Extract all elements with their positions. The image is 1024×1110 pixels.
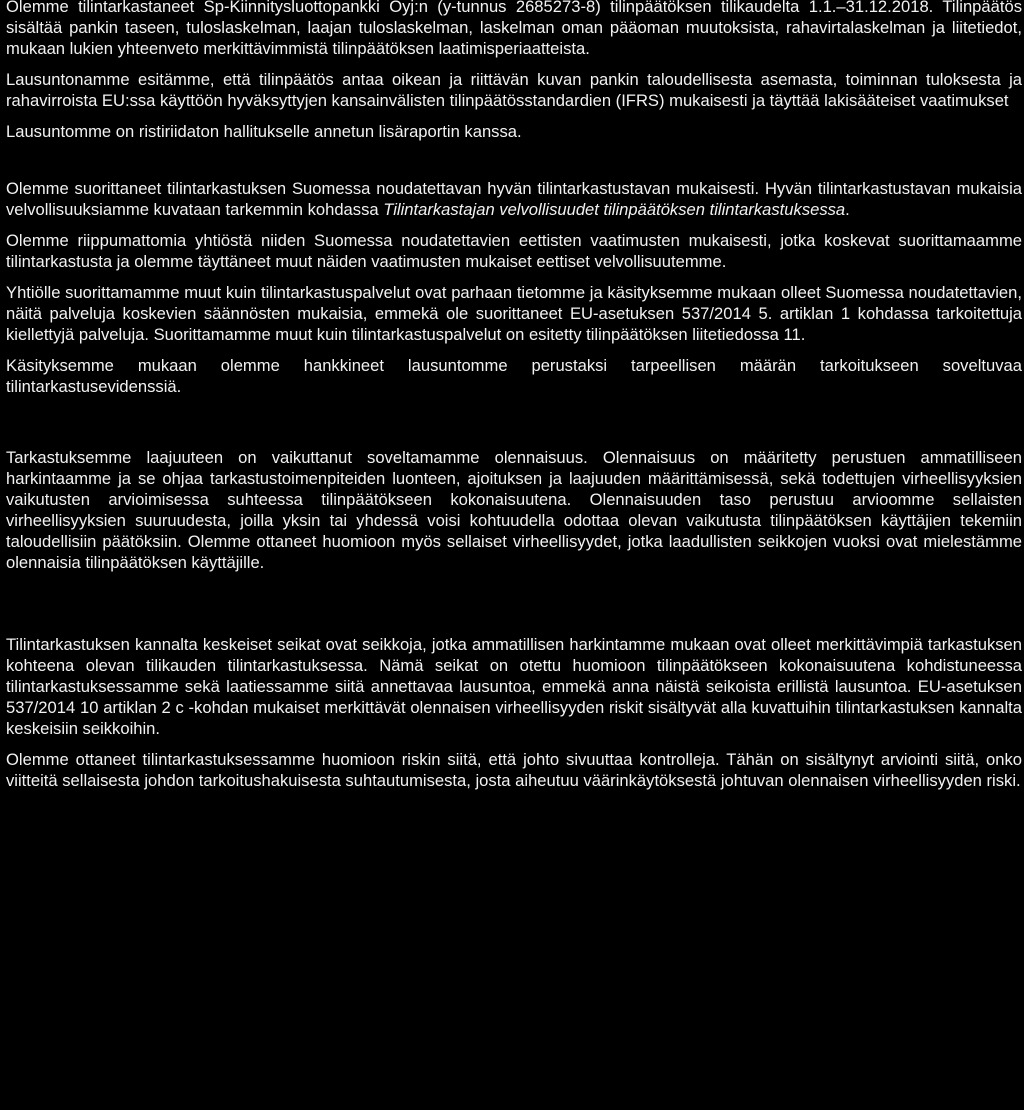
opinion-paragraph-consistency: Lausuntomme on ristiriidaton hallitukselle annetun lisäraportin kanssa.: [6, 122, 522, 141]
materiality-paragraph: Tarkastuksemme laajuuteen on vaikuttanut soveltamamme olennaisuus. Olennaisuus on määritetty perustuen ammatilliseen harkintaamme ja se ohjaa tarkastustoimenpiteiden luonteen, ajoituksen ja laajuuden määrittämisessä, sekä todettujen virheellisyyksien vaikutusten arvioimisessa suhteessa tilinpäätökseen kokonaisuutena. Olennaisuuden taso perustuu arvioomme sellaisten virheellisyyksien suuruudesta, joilla yksin tai yhdessä voisi kohtuudella odottaa olevan vaikutusta tilinpäätöksen käyttäjien tekemiin taloudellisiin päätöksiin. Olemme ottaneet huomioon myös sellaiset virheellisyydet, jotka laadullisten seikkojen vuoksi ovat mielestämme olennaisia tilinpäätöksen käyttäjille.: [6, 448, 1022, 572]
basis-paragraph-standards: [6, 178, 1022, 220]
materiality-section: [6, 447, 1022, 573]
section-spacer: [6, 407, 1022, 447]
basis-paragraph-evidence: Käsityksemme mukaan olemme hankkineet lausuntomme perustaksi tarpeellisen määrän tarkoitukseen soveltuvaa tilintarkastusevidenssiä.: [6, 356, 1022, 396]
opinion-paragraph-scope: Olemme tilintarkastaneet Sp-Kiinnitysluottopankki Oyj:n (y-tunnus 2685273-8) tilinpäätöksen tilikaudelta 1.1.–31.12.2018. Tilinpäätös sisältää pankin taseen, tuloslaskelman, laajan tuloslaskelman, laskelman oman pääoman muutoksista, rahavirtalaskelman ja liitetiedot, mukaan lukien yhteenveto merkittävimmistä tilinpäätöksen laatimisperiaatteista.: [6, 0, 1022, 58]
audit-report-page: [6, 0, 1022, 801]
section-spacer: [6, 152, 1022, 178]
basis-section: [6, 178, 1022, 397]
basis-text-start: Olemme suorittaneet tilintarkastuksen Suomessa noudatettavan hyvän tilintarkastustavan mukaisesti. Hyvän tilintarkastustavan mukaisia velvollisuuksiamme kuvataan tarkemmin kohdassa: [6, 179, 1022, 219]
section-spacer: [6, 583, 1022, 634]
key-audit-matters-section: [6, 634, 1022, 791]
basis-paragraph-independence: Olemme riippumattomia yhtiöstä niiden Suomessa noudatettavien eettisten vaatimusten mukaisesti, jotka koskevat suorittamaamme tilintarkastusta ja olemme täyttäneet muut näiden vaatimusten mukaiset eettiset velvollisuutemme.: [6, 231, 1022, 271]
opinion-section: [6, 0, 1022, 142]
basis-text-end: .: [845, 200, 850, 219]
key-matters-paragraph-override-risk: Olemme ottaneet tilintarkastuksessamme huomioon riskin siitä, että johto sivuuttaa kontrolleja. Tähän on sisältynyt arviointi siitä, onko viitteitä sellaisesta johdon tarkoitushakuisesta suhtautumisesta, josta aiheutuu väärinkäytöksestä johtuvan olennaisen virheellisyyden riski.: [6, 750, 1022, 790]
key-matters-paragraph-definition: Tilintarkastuksen kannalta keskeiset seikat ovat seikkoja, jotka ammatillisen harkintamme mukaan ovat olleet merkittävimpiä tarkastuksen kohteena olevan tilikauden tilintarkastuksessa. Nämä seikat on otettu huomioon tilinpäätökseen kokonaisuutena kohdistuneessa tilintarkastuksessamme sekä laatiessamme siitä annettavaa lausuntoa, emmekä anna näistä seikoista erillistä lausuntoa. EU-asetuksen 537/2014 10 artiklan 2 c -kohdan mukaiset merkittävät olennaisen virheellisyyden riskit sisältyvät alla kuvattuihin tilintarkastuksen kannalta keskeisiin seikkoihin.: [6, 635, 1022, 738]
basis-text-reference: Tilintarkastajan velvollisuudet tilinpäätöksen tilintarkastuksessa: [383, 200, 846, 219]
basis-paragraph-non-audit-services: Yhtiölle suorittamamme muut kuin tilintarkastuspalvelut ovat parhaan tietomme ja käsityksemme mukaan olleet Suomessa noudatettavien, näitä palveluja koskevien säännösten mukaisia, emmekä ole suorittaneet EU-asetuksen 537/2014 5. artiklan 1 kohdassa tarkoitettuja kiellettyjä palveluja. Suorittamamme muut kuin tilintarkastuspalvelut on esitetty tilinpäätöksen liitetiedossa 11.: [6, 283, 1022, 344]
opinion-paragraph-statement: Lausuntonamme esitämme, että tilinpäätös antaa oikean ja riittävän kuvan pankin taloudellisesta asemasta, toiminnan tuloksesta ja rahavirroista EU:ssa käyttöön hyväksyttyjen kansainvälisten tilinpäätösstandardien (IFRS) mukaisesti ja täyttää lakisääteiset vaatimukset: [6, 70, 1022, 110]
